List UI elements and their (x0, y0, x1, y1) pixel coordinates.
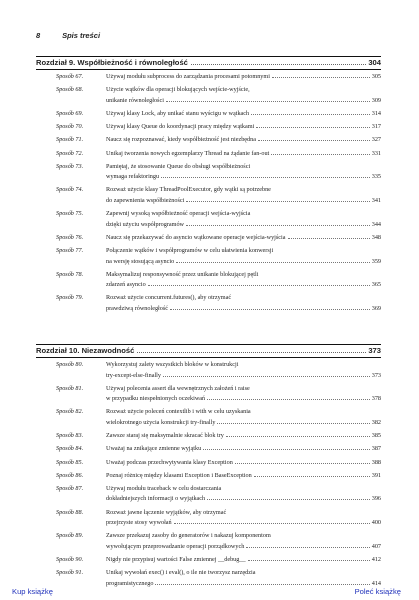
entry-body (106, 293, 381, 314)
chapter-heading (36, 58, 381, 67)
toc-entry (36, 233, 381, 244)
entry-page: 387 (371, 445, 381, 453)
entry-number: Sposób 67. (56, 73, 84, 80)
entry-body (106, 444, 381, 455)
entry-line (106, 293, 381, 304)
entry-title-line: w przypadku niespełnionych oczekiwań (106, 395, 206, 403)
toc-entry (36, 109, 381, 120)
entry-line (106, 72, 381, 83)
toc-entry (36, 246, 381, 267)
dot-leader (271, 154, 369, 155)
entry-body (106, 162, 381, 183)
entry-number: Sposób 85. (56, 458, 84, 466)
entry-page: 412 (371, 556, 381, 563)
chapter-heading (36, 346, 381, 355)
entry-line (106, 568, 381, 579)
entry-body (106, 431, 381, 442)
entry-number: Sposób 76. (56, 233, 84, 241)
entry-line (106, 257, 381, 268)
entry-title-line: wywołującym przeprowadzanie operacji porządkowych (106, 542, 245, 550)
entry-body (106, 149, 381, 160)
entry-title-line: Unikaj wywołań exec() i eval(), o ile nie tworzysz narzędzia (106, 569, 256, 577)
entry-title-line: Maksymalizuj responsywność przez unikanie blokującej pętli (106, 270, 259, 278)
toc-entry (36, 72, 381, 83)
chapter-rule (36, 56, 381, 57)
entry-line (106, 135, 381, 146)
dot-leader (217, 423, 369, 424)
entry-page: 317 (371, 123, 381, 131)
entry-title-line: Naucz się rozpoznawać, kiedy współbieżność jest niezbędna (106, 136, 256, 144)
entry-title-line: Pamiętaj, że stosowanie Queue do obsługi współbieżności (106, 162, 251, 170)
entry-title-line: wymaga refaktoringu (106, 173, 160, 181)
entry-body (106, 508, 381, 529)
chapter-rule (36, 69, 381, 70)
entry-title-line: dokładniejszych informacji o wyjątkach (106, 495, 206, 503)
dot-leader (155, 584, 369, 585)
entry-page: 407 (371, 542, 381, 550)
entry-number: Sposób 80. (56, 361, 84, 368)
toc-entry (36, 484, 381, 505)
dot-leader (235, 463, 370, 464)
entry-body (106, 458, 381, 469)
entry-body (106, 360, 381, 381)
toc-entry (36, 384, 381, 405)
entry-line (106, 209, 381, 220)
entry-line (106, 418, 381, 429)
entry-line (106, 407, 381, 418)
entry-body (106, 85, 381, 106)
dot-leader (226, 436, 370, 437)
entry-page: 385 (371, 432, 381, 440)
toc-entry (36, 508, 381, 529)
entry-page: 373 (371, 371, 381, 379)
entry-line (106, 96, 381, 107)
running-head (36, 31, 100, 40)
dot-leader (163, 376, 370, 377)
toc-entry (36, 458, 381, 469)
entry-number: Sposób 87. (56, 484, 84, 492)
entry-line (106, 122, 381, 133)
entry-line (106, 444, 381, 455)
entry-line (106, 109, 381, 120)
entry-page: 388 (371, 458, 381, 466)
entry-title-line: Używaj klasy Queue do koordynacji pracy między wątkami (106, 123, 255, 131)
entry-title-line: Używaj polecenia assert dla wewnętrznych założeń i raise (106, 384, 250, 392)
dot-leader (148, 285, 370, 286)
entry-page: 359 (371, 257, 381, 265)
entry-title-line: Nigdy nie przypisuj wartości False zmiennej __debug__ (106, 556, 246, 563)
dot-leader (272, 77, 370, 78)
dot-leader (161, 177, 370, 178)
entry-number: Sposób 89. (56, 532, 84, 540)
entry-title-line: Zawsze przekazuj zasoby do generatorów i nakazuj komponentom (106, 532, 271, 540)
entry-title-line: zdarzeń asyncio (106, 281, 146, 289)
entry-title-line: dzięki użyciu współprogramów (106, 220, 185, 228)
toc-entry (36, 293, 381, 314)
entry-number: Sposób 82. (56, 408, 84, 416)
entry-line (106, 270, 381, 281)
toc-entry (36, 149, 381, 160)
entry-body (106, 209, 381, 230)
entry-line (106, 542, 381, 553)
entry-body (106, 384, 381, 405)
entry-line (106, 494, 381, 505)
entry-body (106, 185, 381, 206)
entry-line (106, 484, 381, 495)
entry-page: 396 (371, 495, 381, 503)
entry-body (106, 531, 381, 552)
entry-number: Sposób 81. (56, 384, 84, 392)
entry-line (106, 371, 381, 382)
entry-title-line: Uważaj podczas przechwytywania klasy Exception (106, 458, 233, 466)
entry-number: Sposób 75. (56, 210, 84, 218)
entry-line (106, 233, 381, 244)
toc-entry (36, 531, 381, 552)
chapter-title: Rozdział 9. Współbieżność i równoległość (36, 58, 188, 67)
entry-title-line: unikanie równoległości (106, 96, 164, 104)
entry-title-line: Połączenie wątków i współprogramów w celu ułatwienia konwersji (106, 247, 274, 254)
entry-body (106, 555, 381, 566)
dot-leader (174, 523, 370, 524)
dot-leader (288, 238, 370, 239)
chapter-rule (36, 357, 381, 358)
toc-entry (36, 568, 381, 589)
chapter-page: 373 (368, 346, 381, 355)
buy-book-link[interactable]: Kup książkę (12, 587, 53, 596)
entry-page: 341 (371, 196, 381, 204)
entry-body (106, 135, 381, 146)
entry-line (106, 280, 381, 291)
toc-entry (36, 85, 381, 106)
entry-line (106, 246, 381, 257)
entry-title-line: Poznaj różnicę między klasami Exception i BaseException (106, 471, 252, 479)
entry-line (106, 172, 381, 183)
entry-line (106, 220, 381, 231)
entry-page: 391 (371, 471, 381, 479)
dot-leader (166, 101, 370, 102)
entry-number: Sposób 91. (56, 569, 84, 577)
toc-entry (36, 270, 381, 291)
dot-leader (258, 140, 370, 141)
toc-entry (36, 122, 381, 133)
entry-title-line: Naucz się przekazywać do asyncio wątkowane operacje wejścia-wyjścia (106, 233, 286, 241)
toc-entry (36, 185, 381, 206)
entry-page: 378 (371, 395, 381, 403)
entry-page: 414 (371, 579, 381, 587)
entry-number: Sposób 78. (56, 270, 84, 278)
entry-title-line: Użycie wątków dla operacji blokujących wejście-wyjście, (106, 86, 250, 94)
entry-line (106, 471, 381, 482)
toc-entry (36, 135, 381, 146)
toc-entry (36, 431, 381, 442)
dot-leader (137, 352, 366, 353)
entry-title-line: do zapewnienia współbieżności (106, 196, 185, 204)
entry-line (106, 394, 381, 405)
entry-line (106, 531, 381, 542)
toc-entry (36, 407, 381, 428)
entry-title-line: Rozważ użycie klasy ThreadPoolExecutor, gdy wątki są potrzebne (106, 186, 271, 194)
entry-line (106, 304, 381, 315)
dot-leader (207, 399, 370, 400)
toc-entry (36, 162, 381, 183)
entry-body (106, 246, 381, 267)
dot-leader (176, 262, 370, 263)
entry-body (106, 109, 381, 120)
entry-line (106, 518, 381, 529)
entry-page: 365 (371, 281, 381, 289)
entry-line (106, 431, 381, 442)
entry-page: 331 (371, 149, 381, 157)
entry-number: Sposób 79. (56, 294, 84, 302)
entry-title-line: Uważaj na znikające zmienne wyjątku (106, 445, 202, 453)
chapter-title: Rozdział 10. Niezawodność (36, 346, 135, 355)
entry-title-line: przejrzyste stosy wywołań (106, 519, 172, 527)
entry-line (106, 162, 381, 173)
entry-line (106, 149, 381, 160)
entry-number: Sposób 77. (56, 247, 84, 254)
entry-page: 327 (371, 136, 381, 144)
entry-number: Sposób 83. (56, 432, 84, 440)
entry-title-line: na wersję stosującą asyncio (106, 257, 175, 265)
entry-title-line: Rozważ użycie concurrent.futures(), aby otrzymać (106, 294, 232, 302)
entry-title-line: Zapewnij wysoką współbieżność operacji wejścia-wyjścia (106, 210, 251, 218)
toc-entry (36, 209, 381, 230)
dot-leader (207, 499, 370, 500)
entry-title-line: wielokrotnego użycia konstrukcji try-finally (106, 418, 216, 426)
entry-line (106, 508, 381, 519)
entry-number: Sposób 70. (56, 123, 84, 131)
entry-line (106, 360, 381, 371)
entry-title-line: programistycznego (106, 579, 154, 587)
entry-title-line: Unikaj tworzenia nowych egzemplarzy Thread na żądanie fan-out (106, 149, 270, 157)
entry-title-line: try-except-else-finally (106, 371, 161, 379)
entry-title-line: Rozważ użycie poleceń contextlib i with w celu uzyskania (106, 408, 251, 416)
toc-entry (36, 471, 381, 482)
entry-title-line: Rozważ jawne łączenie wyjątków, aby otrzymać (106, 508, 227, 516)
entry-body (106, 270, 381, 291)
entry-title-line: prawdziwą równoległość (106, 304, 169, 312)
running-title: Spis treści (62, 31, 101, 40)
dot-leader (191, 64, 366, 65)
dot-leader (186, 201, 369, 202)
entry-page: 382 (371, 418, 381, 426)
entry-title-line: Zawsze staraj się maksymalnie skracać blok try (106, 432, 224, 440)
dot-leader (251, 114, 370, 115)
entry-number: Sposób 90. (56, 556, 84, 563)
entry-line (106, 185, 381, 196)
entry-page: 314 (371, 109, 381, 117)
entry-number: Sposób 69. (56, 109, 84, 117)
entry-line (106, 384, 381, 395)
entry-body (106, 72, 381, 83)
entry-body (106, 407, 381, 428)
toc-entry (36, 360, 381, 381)
chapter-page: 304 (368, 58, 381, 67)
entry-page: 400 (371, 519, 381, 527)
entry-title-line: Używaj klasy Lock, aby unikać stanu wyścigu w wątkach (106, 109, 250, 117)
entry-number: Sposób 86. (56, 471, 84, 479)
entry-title-line: Wykorzystuj zalety wszystkich bloków w konstrukcji (106, 361, 239, 368)
entry-number: Sposób 84. (56, 445, 84, 453)
entry-line (106, 458, 381, 469)
entry-number: Sposób 74. (56, 186, 84, 194)
dot-leader (203, 449, 370, 450)
toc-entry (36, 444, 381, 455)
dot-leader (256, 127, 369, 128)
entry-title-line: Używaj modułu traceback w celu dostarczania (106, 484, 222, 492)
entry-page: 309 (371, 96, 381, 104)
dot-leader (246, 547, 369, 548)
entry-body (106, 233, 381, 244)
entry-page: 344 (371, 220, 381, 228)
recommend-book-link[interactable]: Poleć książkę (354, 587, 401, 596)
entry-page: 348 (371, 233, 381, 241)
entry-number: Sposób 73. (56, 162, 84, 170)
entry-number: Sposób 88. (56, 508, 84, 516)
entry-body (106, 568, 381, 589)
entry-body (106, 471, 381, 482)
page-number: 8 (36, 31, 41, 40)
entry-number: Sposób 71. (56, 136, 84, 144)
dot-leader (248, 560, 370, 561)
entry-number: Sposób 68. (56, 86, 84, 94)
entry-line (106, 555, 381, 566)
entry-title-line: Używaj modułu subprocess do zarządzania procesami potomnymi (106, 73, 270, 80)
dot-leader (186, 225, 370, 226)
toc-entry (36, 555, 381, 566)
entry-number: Sposób 72. (56, 149, 84, 157)
entry-page: 369 (371, 304, 381, 312)
entry-body (106, 122, 381, 133)
entry-line (106, 85, 381, 96)
entry-line (106, 196, 381, 207)
chapter-rule (36, 344, 381, 345)
entry-page: 335 (371, 173, 381, 181)
entry-body (106, 484, 381, 505)
entry-line (106, 579, 381, 590)
entry-page: 305 (371, 73, 381, 80)
dot-leader (170, 309, 370, 310)
dot-leader (254, 476, 370, 477)
